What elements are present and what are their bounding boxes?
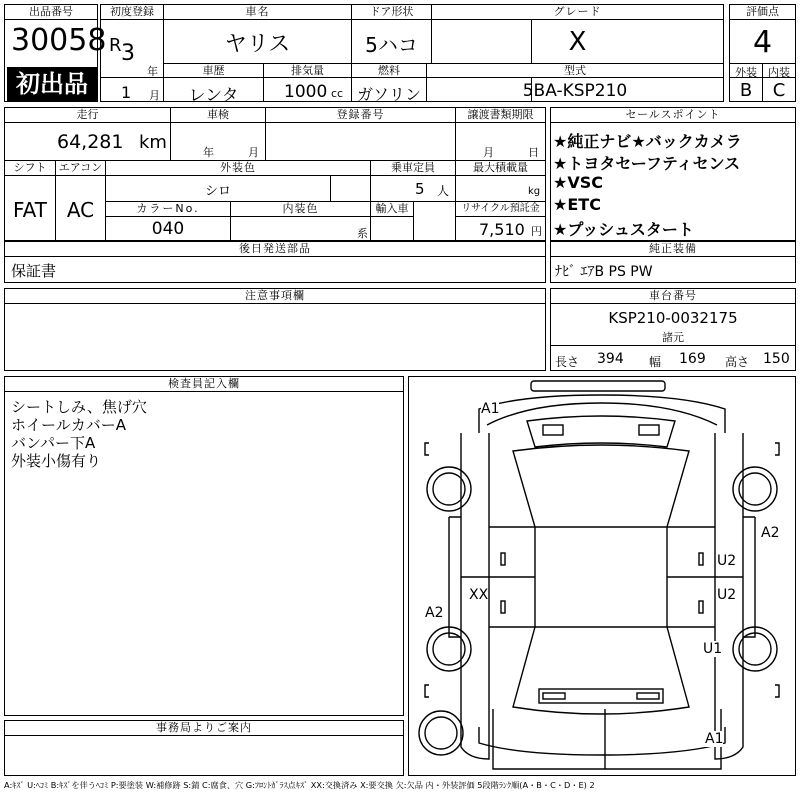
inspector-line-4: 外装小傷有り	[11, 452, 102, 470]
lot-number-label: 出品番号	[5, 5, 97, 20]
door-type: 5ハコ	[365, 33, 418, 57]
capacity: 5	[415, 180, 425, 198]
sales-point-1: ★純正ナビ★バックカメラ	[553, 132, 742, 151]
mileage-unit: km	[139, 132, 167, 153]
transfer-deadline-label: 譲渡書類期限	[456, 108, 545, 123]
capacity-label: 乗車定員	[371, 161, 455, 176]
chassis-label: 車台番号	[551, 289, 795, 304]
length-label: 長さ	[555, 355, 580, 369]
header-grid	[100, 4, 724, 106]
inspector-line-2: ホイールカバーA	[11, 416, 126, 434]
month-unit: 月	[149, 89, 160, 102]
score-box	[729, 4, 796, 102]
genuine-equipment-label: 純正装備	[551, 242, 795, 257]
ext-color: シロ	[204, 184, 231, 199]
max-load-label: 最大積載量	[456, 161, 545, 176]
later-items-label: 後日発送部品	[5, 242, 545, 257]
car-name-label: 車名	[164, 5, 351, 20]
mark-u1-right: U1	[703, 641, 723, 657]
sales-points-label: セールスポイント	[551, 108, 795, 123]
fuel-label: 燃料	[352, 64, 426, 78]
shift-label: シフト	[5, 161, 55, 176]
later-items-value: 保証書	[11, 262, 57, 280]
mark-a1-front: A1	[481, 401, 500, 417]
inspector-label: 検査員記入欄	[5, 377, 403, 392]
height-label: 高さ	[725, 355, 750, 369]
ac-label: エアコン	[56, 161, 105, 176]
ac: AC	[66, 198, 95, 222]
office-box	[4, 720, 404, 776]
year-unit: 年	[147, 65, 158, 78]
dimensions-label: 諸元	[551, 331, 795, 346]
exterior-grade: B	[739, 80, 753, 101]
mark-a2-left: A2	[425, 605, 444, 621]
width: 169	[679, 351, 706, 367]
genuine-equipment-value: ﾅﾋﾞ ｴｱB PS PW	[555, 264, 653, 280]
reg-number-label: 登録番号	[266, 108, 455, 123]
damage-legend: A:ｷｽﾞ U:ﾍｺﾐ B:ｷｽﾞを伴うﾍｺﾐ P:要塗装 W:補修跡 S:錆 C:腐食、穴 G:ﾌﾛﾝﾄｶﾞﾗｽ点ｷｽﾞ XX:交換済み X:要交換 欠:欠品 内・外装評価 5段階ﾗﾝｸ順(A・B・C・D・E) 2	[4, 780, 595, 790]
history-label: 車歴	[164, 64, 263, 78]
first-reg-label: 初度登録	[101, 5, 163, 20]
displacement-label: 排気量	[264, 64, 351, 78]
max-load-unit: kg	[528, 186, 541, 197]
shift: FAT	[12, 198, 47, 222]
inspection-year-unit: 年	[203, 146, 214, 159]
length: 394	[597, 351, 624, 367]
int-color-unit: 系	[357, 227, 368, 240]
inspection-label: 車検	[171, 108, 265, 123]
car-diagram	[408, 376, 796, 776]
displacement-unit: cc	[331, 87, 344, 100]
transfer-day-unit: 日	[528, 146, 539, 159]
model-code: 5BA-KSP210	[522, 81, 628, 101]
score: 4	[752, 25, 773, 60]
inspector-line-1: シートしみ、焦げ穴	[11, 398, 147, 416]
import-label: 輸入車	[371, 202, 413, 217]
history: レンタ	[188, 86, 239, 106]
chassis-number: KSP210-0032175	[608, 309, 738, 327]
width-label: 幅	[649, 355, 662, 369]
mark-a1-rear: A1	[705, 731, 724, 747]
inspector-line-3: バンパー下A	[11, 434, 96, 452]
car-outline	[409, 377, 795, 775]
sales-point-4: ★ETC	[553, 195, 601, 214]
displacement: 1000	[284, 82, 328, 102]
details-grid	[4, 107, 546, 241]
inspector-box	[4, 376, 404, 716]
capacity-unit: 人	[437, 184, 450, 198]
chassis-box	[550, 288, 796, 371]
mileage: 64,281	[57, 131, 124, 153]
era: R	[109, 35, 122, 56]
interior-label: 内装	[768, 66, 790, 79]
fuel: ガソリン	[356, 85, 421, 104]
mark-a2-right: A2	[761, 525, 780, 541]
model-label: 型式	[427, 64, 723, 78]
grade: X	[568, 27, 587, 57]
mark-xx-left: XX	[469, 587, 489, 603]
later-items-box	[4, 241, 546, 283]
ext-color-label: 外装色	[106, 161, 370, 176]
mark-u2-right-lower: U2	[717, 587, 737, 603]
recycle-fee: 7,510	[479, 220, 525, 239]
inspection-month-unit: 月	[248, 146, 259, 159]
first-listing-badge: 初出品	[7, 67, 97, 101]
transfer-month-unit: 月	[483, 146, 494, 159]
mark-u2-right-upper: U2	[717, 553, 737, 569]
color-no: 040	[151, 219, 185, 239]
int-color-label: 内装色	[231, 202, 370, 217]
genuine-equipment-box	[550, 241, 796, 283]
sales-point-2: ★トヨタセーフティセンス	[553, 154, 741, 173]
notes-box	[4, 288, 546, 371]
reg-year: 3	[121, 41, 135, 66]
grade-label: グレード	[432, 5, 723, 20]
exterior-label: 外装	[735, 66, 757, 79]
sales-points-box	[550, 107, 796, 241]
reg-month: 1	[121, 83, 132, 102]
color-no-label: カラーNo.	[106, 202, 230, 217]
door-label: ドア形状	[352, 5, 431, 20]
recycle-unit: 円	[531, 225, 542, 238]
lot-number: 30058	[11, 23, 107, 58]
height: 150	[763, 351, 790, 367]
sales-point-5: ★プッシュスタート	[553, 220, 694, 239]
recycle-label: リサイクル預託金	[456, 202, 545, 217]
notes-label: 注意事項欄	[5, 289, 545, 304]
office-label: 事務局よりご案内	[5, 721, 403, 736]
interior-grade: C	[772, 80, 786, 101]
sales-point-3: ★VSC	[553, 173, 603, 192]
mileage-label: 走行	[5, 108, 170, 123]
car-name: ヤリス	[224, 32, 291, 57]
lot-number-box	[4, 4, 107, 102]
score-label: 評価点	[730, 5, 795, 20]
